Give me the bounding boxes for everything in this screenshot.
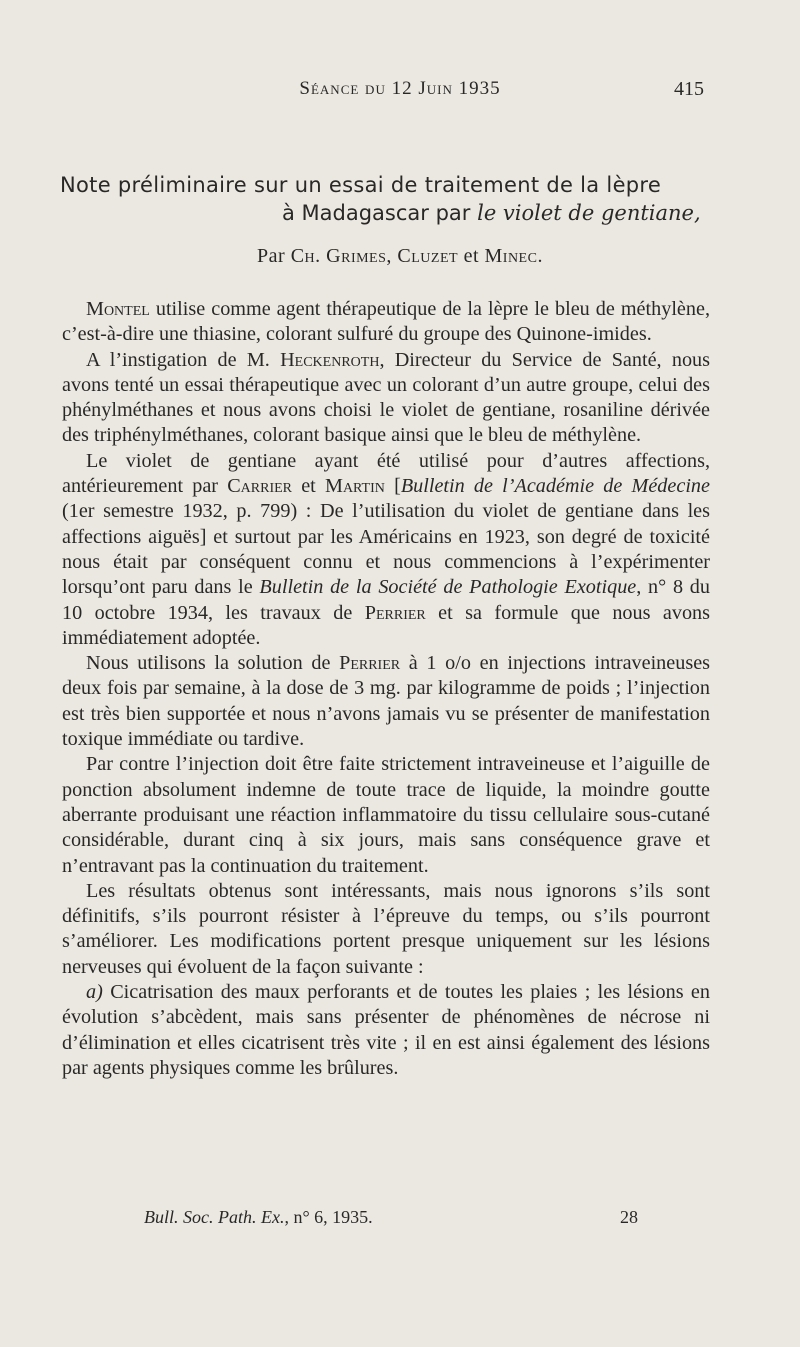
footer-citation xyxy=(144,1207,373,1228)
title-line-2-italic: le violet de gentiane, xyxy=(477,201,701,225)
running-title: Séance du 12 Juin 1935 xyxy=(299,78,501,99)
name-martin: Martin xyxy=(325,475,385,498)
page-footer xyxy=(0,1207,800,1233)
title-line-1: Note préliminaire sur un essai de traitement de la lèpre xyxy=(60,173,662,197)
paragraph-1 xyxy=(62,297,710,348)
page-number: 415 xyxy=(674,78,704,100)
running-header xyxy=(0,74,800,104)
title-line-2 xyxy=(60,201,710,225)
authors-line xyxy=(0,245,800,268)
paragraph-2-a: A l’instigation de M. xyxy=(86,348,281,371)
paragraph-3-a: Le violet de gentiane ayant été utilisé pour d’autres affections, antérieurement par xyxy=(62,449,710,498)
paragraph-7-text: Cicatrisation des maux perforants et de toutes les plaies ; les lésions en évolution s’abcèdent, mais sans présenter de phénomènes de nécrose ni d’élimination et elles cicatrisent très vite ; il en est ainsi également des lésions par agents physiques comme les brûlures. xyxy=(62,981,710,1079)
footer-journal: Bull. Soc. Path. Ex. xyxy=(144,1207,285,1227)
authors-last: Minec. xyxy=(484,245,543,267)
authors-and: et xyxy=(458,245,485,267)
article-title xyxy=(60,173,710,225)
authors-prefix: Par xyxy=(257,245,291,267)
list-label-a: a) xyxy=(86,981,103,1004)
paragraph-4 xyxy=(62,651,710,752)
paragraph-3-d: (1er semestre 1932, p. 799) : De l’utilisation du violet de gentiane dans les affections aiguës] et surtout par les Américains en 1923, son degré de toxicité nous était par conséquent connu et nous commencions à l’expérimenter lorsqu’ont paru dans le xyxy=(62,500,710,599)
citation-bulletin-academie: Bulletin de l’Académie de Médecine xyxy=(400,475,710,498)
paragraph-3-e: , n° 8 du 10 octobre 1934, les travaux de xyxy=(62,576,710,624)
paragraph-3-f: et sa formule que nous avons immédiatement adoptée. xyxy=(62,601,710,649)
paragraph-1-text: utilise comme agent thérapeutique de la lèpre le bleu de méthylène, c’est-à-dire une thiasine, colorant sulfuré du groupe des Quinone-imides. xyxy=(62,298,710,346)
name-perrier: Perrier xyxy=(364,601,426,624)
authors-names: Ch. Grimes, Cluzet xyxy=(290,245,459,267)
paragraph-4-b: à 1 o/o en injections intraveineuses deux fois par semaine, à la dose de 3 mg. par kilogramme de poids ; l’injection est très bien supportée et nous n’avons jamais vu se présenter de manifestation toxique immédiate ou tardive. xyxy=(62,652,711,751)
paragraph-3-c: [ xyxy=(384,475,401,498)
paragraph-2-b: , Directeur du Service de Santé, nous avons tenté un essai thérapeutique avec un colorant d’un autre groupe, celui des phénylméthanes et nous avons choisi le violet de gentiane, rosaniline dérivée des triphénylméthanes, colorant basique ainsi que le bleu de méthylène. xyxy=(62,348,710,447)
footer-issue: , n° 6, 1935. xyxy=(284,1207,373,1227)
article-body xyxy=(62,297,710,1081)
paragraph-7 xyxy=(62,980,710,1081)
paragraph-3-b: et xyxy=(292,475,325,498)
title-line-2-prefix: à Madagascar par xyxy=(282,201,478,225)
paragraph-6: Les résultats obtenus sont intéressants, mais nous ignorons s’ils sont définitifs, s’ils pourront résister à l’épreuve du temps, ou s’ils pourront s’améliorer. Les modifications portent presque uniquement sur les lésions nerveuses qui évoluent de la façon suivante : xyxy=(62,879,710,978)
paragraph-3 xyxy=(62,449,710,651)
sheet-number: 28 xyxy=(620,1207,638,1227)
name-heckenroth: Heckenroth xyxy=(280,348,380,371)
name-montel: Montel xyxy=(86,298,150,320)
name-perrier-2: Perrier xyxy=(339,652,401,675)
paragraph-5: Par contre l’injection doit être faite strictement intraveineuse et l’aiguille de ponction absolument indemne de toute trace de liquide, la moindre goutte aberrante produisant une réaction inflammatoire du tissu cellulaire sous-cutané considérable, durant cinq à six jours, mais sans conséquence grave et n’entravant pas la continuation du traitement. xyxy=(62,753,710,877)
citation-bulletin-societe: Bulletin de la Société de Pathologie Exotique xyxy=(259,576,637,599)
name-carrier: Carrier xyxy=(227,475,293,498)
paragraph-4-a: Nous utilisons la solution de xyxy=(86,652,340,675)
paragraph-2 xyxy=(62,348,710,449)
